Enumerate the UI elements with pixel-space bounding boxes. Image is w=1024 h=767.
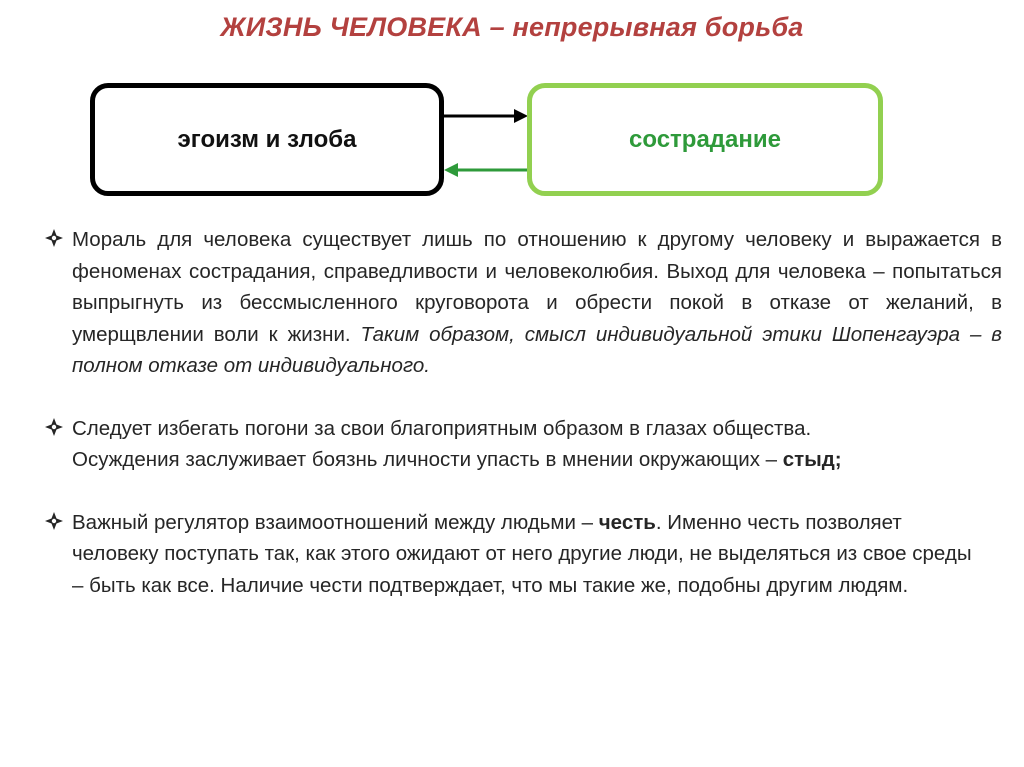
list-item — [44, 413, 1002, 476]
bullet-text — [72, 224, 1002, 382]
bullet-text-bold: стыд; — [782, 448, 842, 471]
arrow-right-icon — [444, 109, 528, 123]
diamond-bullet-icon — [44, 413, 72, 443]
bullet-text — [72, 507, 1002, 602]
compassion-label: сострадание — [629, 125, 781, 153]
bullet-text-bold: честь — [598, 510, 656, 534]
compassion-box — [527, 83, 883, 196]
egoism-label: эгоизм и злоба — [177, 125, 357, 153]
list-item — [44, 507, 1002, 602]
diamond-bullet-icon — [44, 224, 72, 254]
bullet-text-italic: Таким образом, смысл индивидуальной этики Шопенгауэра – в полном отказе от индивидуального. — [72, 322, 1002, 377]
page-title: ЖИЗНЬ ЧЕЛОВЕКА – непрерывная борьба — [220, 12, 804, 42]
arrows-connector — [440, 100, 532, 180]
bullet-text — [72, 413, 1002, 476]
bullet-text-main: Мораль для человека существует лишь по отношению к другому человеку и выражается в феноменах сострадания, справедливости и человеколюбия. Выход для человека – попытаться выпрыгнуть из бессмысленного круговорота и обрести покой в отказе от желаний, в умерщвлении воли к жизни. — [72, 228, 1002, 346]
arrow-left-icon — [444, 163, 528, 177]
bullet-text-main: Следует избегать погони за свои благоприятным образом в глазах общества. Осуждения заслуживает боязнь личности упасть в мнении окружающих – — [72, 416, 812, 471]
bullet-text-main: Важный регулятор взаимоотношений между людьми – — [72, 510, 599, 534]
bullet-list — [44, 224, 1002, 601]
list-item — [44, 224, 1002, 382]
egoism-box — [90, 83, 444, 196]
bullet-text-rest: . Именно честь позволяет человеку поступать так, как этого ожидают от него другие люди, не выделяться из свое среды – быть как все. Наличие чести подтверждает, что мы такие же, подобны другим людям. — [72, 510, 972, 597]
diamond-bullet-icon — [44, 507, 72, 537]
